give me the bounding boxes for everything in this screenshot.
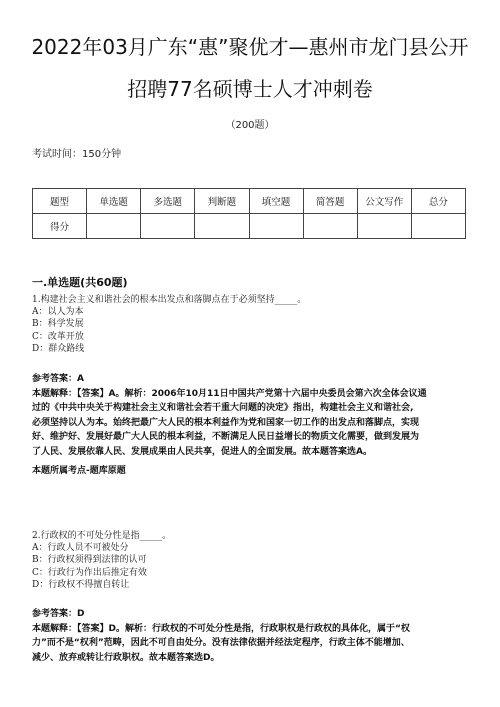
question-2-explanation-line: 力”而不是“权利”范畴，因此不可自由处分。没有法律依据并经法定程序，行政主体不能增加、 xyxy=(32,638,410,648)
question-1-answer: 参考答案：A xyxy=(32,374,84,384)
score-cell xyxy=(141,214,195,239)
question-2-explanation-line: 本题解释：【答案】D。解析：行政权的不可处分性是指，行政职权是行政权的具体化，属于“权 xyxy=(32,623,410,634)
score-cell xyxy=(195,214,249,239)
score-cell xyxy=(303,214,357,239)
question-2-explanation-line: 减少、放弃或转让行政职权。故本题答案选D。 xyxy=(32,652,220,663)
header-cell-single-choice: 单选题 xyxy=(87,189,141,214)
score-row-label: 得分 xyxy=(33,214,87,239)
question-1-option-b: B：科学发展 xyxy=(32,319,84,330)
question-1-knowledge-point: 本题所属考点-题库原题 xyxy=(32,466,126,476)
question-2-option-a: A：行政人员不可被处分 xyxy=(32,543,129,554)
score-cell xyxy=(87,214,141,239)
question-2-option-d: D：行政权不得擅自转让 xyxy=(32,579,130,590)
header-cell-multiple-choice: 多选题 xyxy=(141,189,195,214)
question-1-option-d: D：群众路线 xyxy=(32,343,85,354)
document-title-line-1: 2022年03月广东“惠”聚优才—惠州市龙门县公开 xyxy=(31,35,469,59)
question-1-explanation-line: 必须坚持以人为本。始终把最广大人民的根本利益作为党和国家一切工作的出发点和落脚点，实现 xyxy=(32,417,420,428)
question-2-answer: 参考答案：D xyxy=(32,609,85,619)
question-1 xyxy=(32,294,472,355)
score-table-score-row xyxy=(33,214,466,239)
header-cell-fill-blank: 填空题 xyxy=(249,189,303,214)
header-cell-true-false: 判断题 xyxy=(195,189,249,214)
header-cell-total: 总分 xyxy=(411,189,465,214)
score-cell xyxy=(357,214,411,239)
question-count: （200题） xyxy=(225,120,275,131)
question-1-option-a: A：以人为本 xyxy=(32,307,84,318)
exam-time: 考试时间：150分钟 xyxy=(32,149,122,160)
question-1-stem: 1.构建社会主义和谐社会的根本出发点和落脚点在于必须坚持_____。 xyxy=(32,295,307,305)
score-cell xyxy=(249,214,303,239)
question-2-stem: 2.行政权的不可处分性是指_____。 xyxy=(32,531,172,541)
question-2-answer-block xyxy=(32,607,472,665)
score-table-header-row xyxy=(33,189,466,214)
question-1-explanation-line: 好、维护好、发展好最广大人民的根本利益，不断满足人民日益增长的物质文化需要，做到发展为 xyxy=(32,432,420,442)
question-2 xyxy=(32,530,472,591)
question-1-explanation-line: 过的《中共中央关于构建社会主义和谐社会若干重大问题的决定》指出，构建社会主义和谐社会, xyxy=(32,403,414,413)
question-2-option-b: B：行政权须得到法律的认可 xyxy=(32,555,147,566)
header-cell-official-writing: 公文写作 xyxy=(357,189,411,214)
question-1-explanation-line: 了人民、发展依靠人民、发展成果由人民共享，促进人的全面发展。故本题答案选A。 xyxy=(32,446,372,457)
score-table xyxy=(32,188,466,239)
header-cell-short-answer: 简答题 xyxy=(303,189,357,214)
section-title: 一.单选题(共60题) xyxy=(32,276,128,289)
question-1-option-c: C：改革开放 xyxy=(32,331,84,342)
score-cell xyxy=(411,214,465,239)
document-title-line-2: 招聘77名硕博士人才冲刺卷 xyxy=(127,77,373,101)
header-cell-type: 题型 xyxy=(33,189,87,214)
question-2-option-c: C：行政行为作出后推定有效 xyxy=(32,567,147,578)
question-1-explanation-line: 本题解释：【答案】A。解析：2006年10月11日中国共产党第十六届中央委员会第六次全体会议通 xyxy=(32,388,427,399)
question-1-answer-block xyxy=(32,372,472,459)
